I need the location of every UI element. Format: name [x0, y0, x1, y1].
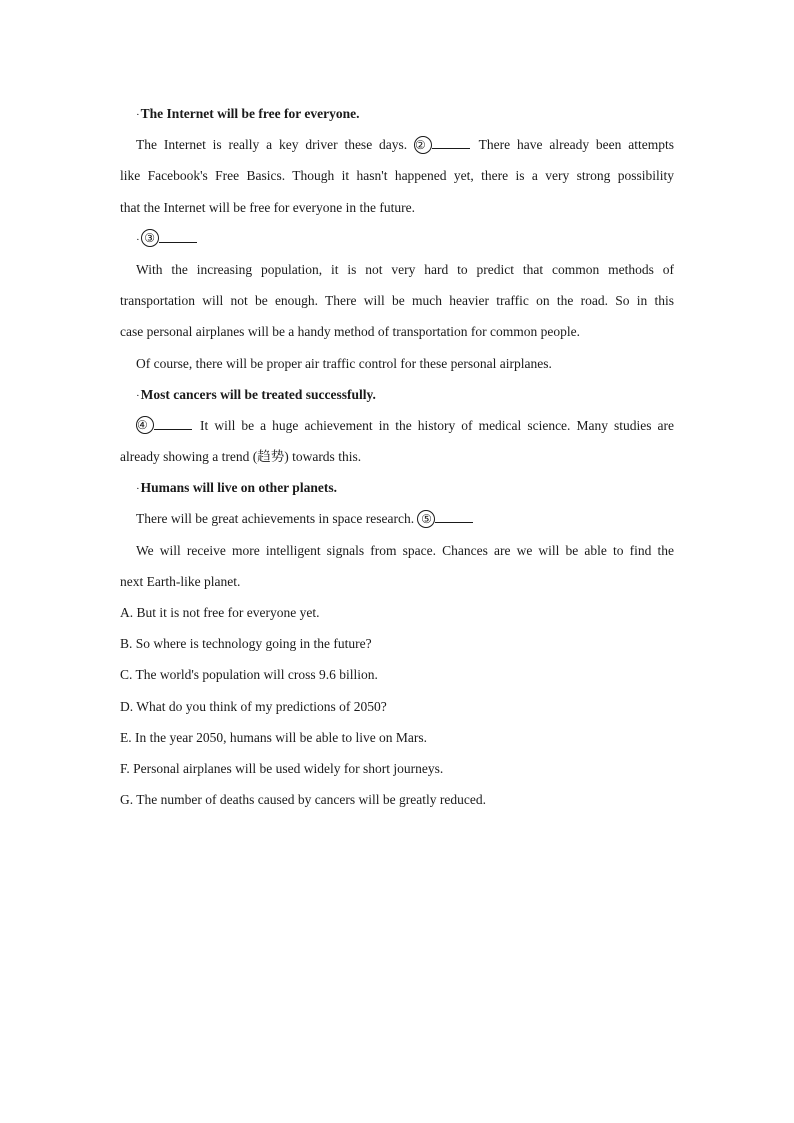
paragraph-line: With the increasing population, it is not very hard to predict that common methods of — [136, 261, 674, 277]
bullet-dot: · — [136, 233, 140, 246]
section-heading-internet — [120, 98, 674, 129]
section-heading-planets — [120, 472, 674, 503]
blank-underline — [435, 508, 473, 523]
option-d: D. What do you think of my predictions of 2050? — [120, 698, 387, 714]
line-text: There will be great achievements in space research. — [136, 511, 415, 527]
heading-text: Humans will live on other planets. — [140, 480, 337, 496]
answer-blank[interactable] — [136, 418, 194, 433]
bullet-dot: · — [136, 389, 140, 402]
paragraph-line: We will receive more intelligent signals from space. Chances are we will be able to find the — [136, 542, 674, 558]
paragraph-line: that the Internet will be free for everyone in the future. — [120, 199, 415, 215]
heading-text: Most cancers will be treated successfully. — [140, 386, 376, 402]
blank-number: ② — [414, 136, 432, 154]
bullet-dot: · — [136, 109, 140, 121]
line-text: It will be a huge achievement in the history of medical science. Many studies are — [200, 417, 675, 433]
document-page — [120, 98, 674, 815]
heading-text: The Internet will be free for everyone. — [140, 106, 360, 121]
blank-underline — [432, 134, 470, 149]
paragraph-line: next Earth-like planet. — [120, 573, 241, 589]
blank-number: ④ — [136, 416, 154, 434]
option-e: E. In the year 2050, humans will be able to live on Mars. — [120, 729, 428, 745]
blank-number: ⑤ — [417, 510, 435, 528]
paragraph-line: already showing a trend (趋势) towards this. — [120, 449, 362, 465]
paragraph-line — [120, 503, 674, 534]
bullet-dot: · — [136, 483, 140, 496]
line-text: There have already been attempts — [478, 137, 675, 153]
option-b: B. So where is technology going in the future? — [120, 636, 372, 652]
paragraph-line: Of course, there will be proper air traffic control for these personal airplanes. — [136, 355, 552, 371]
line-text: The Internet is really a key driver these days. — [136, 137, 408, 153]
option-c: C. The world's population will cross 9.6 billion. — [120, 667, 378, 683]
option-g: G. The number of deaths caused by cancers will be greatly reduced. — [120, 792, 486, 808]
paragraph-line: case personal airplanes will be a handy method of transportation for common people. — [120, 324, 580, 340]
paragraph-line: like Facebook's Free Basics. Though it hasn't happened yet, there is a very strong possibility — [120, 168, 674, 184]
option-f: F. Personal airplanes will be used widely for short journeys. — [120, 760, 444, 776]
answer-blank[interactable] — [417, 511, 475, 526]
section-heading-cancer — [120, 379, 674, 410]
answer-blank[interactable] — [141, 231, 199, 246]
answer-blank[interactable] — [414, 137, 472, 152]
paragraph-line — [120, 129, 674, 160]
blank-underline — [154, 415, 192, 430]
paragraph-line: transportation will not be enough. There will be much heavier traffic on the road. So in this — [120, 293, 674, 309]
blank-underline — [159, 228, 197, 243]
blank-number: ③ — [141, 229, 159, 247]
section-heading-transport — [120, 223, 674, 254]
paragraph-line — [120, 410, 674, 441]
option-a: A. But it is not free for everyone yet. — [120, 605, 320, 620]
